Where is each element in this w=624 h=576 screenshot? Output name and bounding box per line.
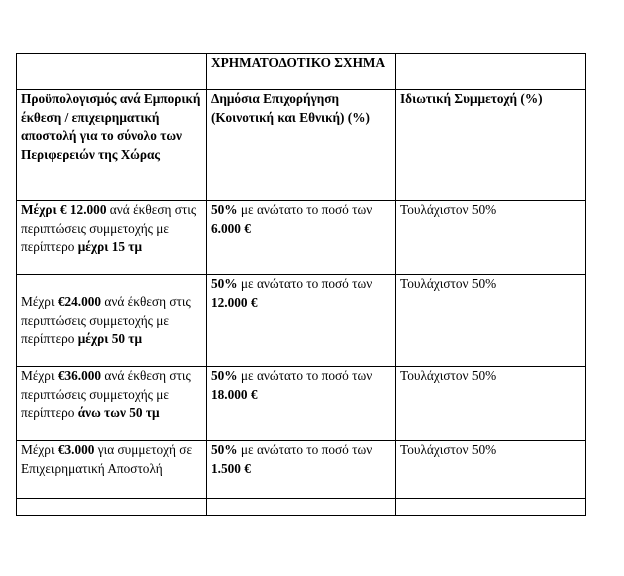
empty-cell bbox=[207, 499, 396, 516]
table-row bbox=[17, 441, 586, 499]
subsidy-text: με ανώτατο το ποσό των bbox=[237, 442, 373, 457]
empty-row bbox=[17, 499, 586, 516]
table-row bbox=[17, 201, 586, 275]
private-cell: Τουλάχιστον 50% bbox=[396, 441, 586, 499]
budget-text: ανά έκθεση στις περιπτώσεις συμμετοχής με περίπτερο bbox=[21, 368, 191, 420]
budget-text: ανά έκθεση στις περιπτώσεις συμμετοχής με περίπτερο bbox=[21, 294, 191, 346]
subsidy-cell bbox=[207, 275, 396, 367]
header-private-participation: Ιδιωτική Συμμετοχή (%) bbox=[396, 90, 586, 201]
header-public-subsidy: Δημόσια Επιχορήγηση (Κοινοτική και Εθνική) (%) bbox=[207, 90, 396, 201]
budget-text: ανά έκθεση στις περιπτώσεις συμμετοχής με περίπτερο bbox=[21, 202, 197, 254]
empty-cell bbox=[396, 499, 586, 516]
subsidy-text: με ανώτατο το ποσό των bbox=[237, 276, 373, 291]
subsidy-cell bbox=[207, 441, 396, 499]
empty-cell bbox=[17, 54, 207, 90]
subsidy-percent: 50% bbox=[211, 202, 238, 217]
budget-amount: €36.000 bbox=[57, 368, 102, 383]
budget-cell bbox=[17, 201, 207, 275]
budget-prefix: Μέχρι bbox=[21, 294, 58, 309]
title-row bbox=[17, 54, 586, 90]
subsidy-percent: 50% bbox=[211, 368, 238, 383]
private-cell: Τουλάχιστον 50% bbox=[396, 367, 586, 441]
budget-prefix: Μέχρι bbox=[21, 368, 58, 383]
budget-size: άνω των 50 τμ bbox=[77, 405, 160, 420]
subsidy-percent: 50% bbox=[211, 442, 238, 457]
budget-prefix: Μέχρι bbox=[21, 442, 58, 457]
subsidy-percent: 50% bbox=[211, 276, 238, 291]
budget-text: για συμμετοχή σε Επιχειρηματική Αποστολή bbox=[21, 442, 193, 476]
subsidy-max: 6.000 € bbox=[211, 220, 251, 236]
table-row bbox=[17, 367, 586, 441]
empty-cell bbox=[17, 499, 207, 516]
funding-scheme-table bbox=[16, 53, 586, 516]
subsidy-max: 12.000 € bbox=[211, 294, 258, 310]
subsidy-cell bbox=[207, 367, 396, 441]
budget-size: μέχρι 15 τμ bbox=[77, 239, 142, 254]
budget-cell bbox=[17, 367, 207, 441]
table-row bbox=[17, 275, 586, 367]
subsidy-max: 18.000 € bbox=[211, 386, 258, 402]
subsidy-text: με ανώτατο το ποσό των bbox=[237, 368, 373, 383]
budget-size: μέχρι 50 τμ bbox=[77, 331, 142, 346]
subsidy-text: με ανώτατο το ποσό των bbox=[237, 202, 373, 217]
private-cell: Τουλάχιστον 50% bbox=[396, 201, 586, 275]
subsidy-cell bbox=[207, 201, 396, 275]
subsidy-max: 1.500 € bbox=[211, 460, 251, 476]
table-title: ΧΡΗΜΑΤΟΔΟΤΙΚΟ ΣΧΗΜΑ bbox=[207, 54, 396, 90]
budget-cell bbox=[17, 441, 207, 499]
budget-amount: Μέχρι € 12.000 bbox=[21, 202, 107, 217]
budget-amount: €24.000 bbox=[57, 294, 102, 309]
private-cell: Τουλάχιστον 50% bbox=[396, 275, 586, 367]
budget-amount: €3.000 bbox=[57, 442, 95, 457]
header-budget: Προϋπολογισμός ανά Εμπορική έκθεση / επιχειρηματική αποστολή για το σύνολο των Περιφερειών της Χώρας bbox=[17, 90, 207, 201]
budget-cell bbox=[17, 275, 207, 367]
header-row bbox=[17, 90, 586, 201]
empty-cell bbox=[396, 54, 586, 90]
